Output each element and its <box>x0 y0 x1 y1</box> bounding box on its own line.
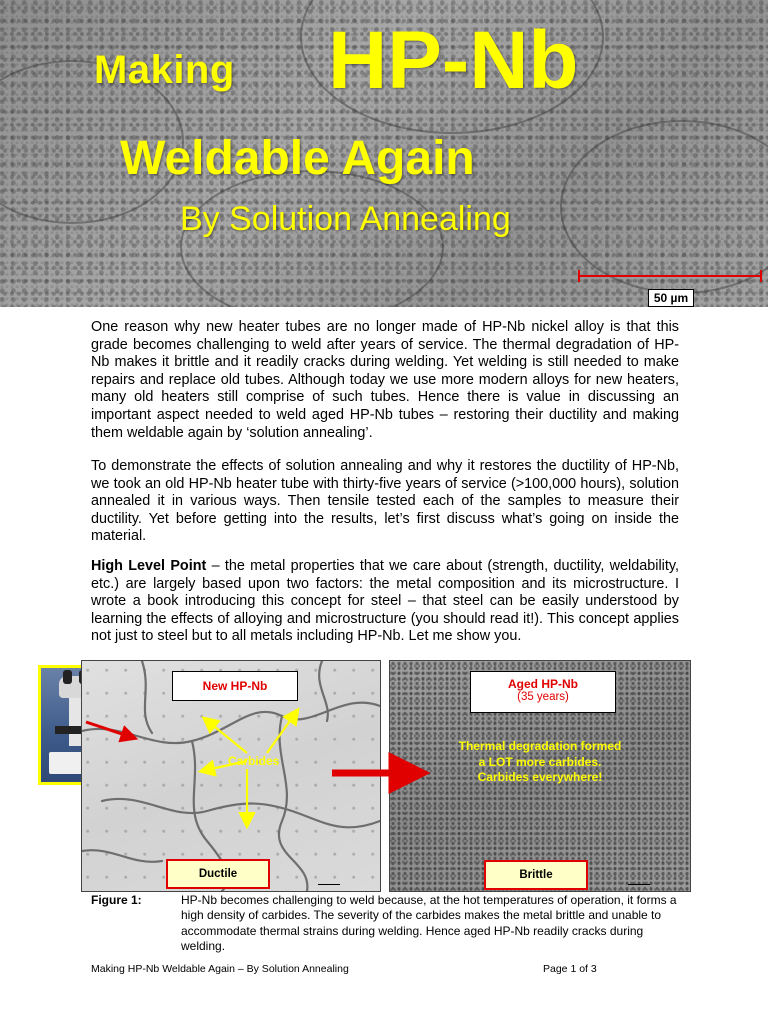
mini-scale-bar <box>318 884 340 885</box>
new-hp-nb-micrograph <box>81 660 381 892</box>
footer-title: Making HP-Nb Weldable Again – By Solution Annealing <box>91 963 349 975</box>
title-weldable-again: Weldable Again <box>120 132 475 185</box>
aged-hp-nb-label <box>470 671 616 713</box>
mini-scale-bar <box>628 884 650 885</box>
title-hp-nb: HP-Nb <box>328 15 579 106</box>
intro-paragraph: One reason why new heater tubes are no longer made of HP-Nb nickel alloy is that this grade becomes challenging to weld after years of service. The thermal degradation of HP-Nb makes it brittle and it readily cracks during welding. Yet welding is still needed to make repairs and replace old tubes. Although today we use more modern alloys for new heaters, many old heaters still comprise of such tubes. Hence there is value in discussing an important aspect needed to weld aged HP-Nb tubes – restoring their ductility and making them weldable again by ‘solution annealing’. <box>91 319 679 441</box>
scale-bar <box>578 275 762 277</box>
title-banner <box>0 0 768 307</box>
aged-hp-nb-micrograph <box>389 660 691 892</box>
figure-caption-label: Figure 1: <box>91 893 142 907</box>
subtitle: By Solution Annealing <box>180 200 511 238</box>
figure-caption-text: HP-Nb becomes challenging to weld because, at the hot temperatures of operation, it forms a high density of carbides. The severity of the carbides makes the metal brittle and unable to accommodate thermal strains during welding. Hence aged HP-Nb readily cracks during welding. <box>181 893 677 953</box>
aged-hp-nb-title: Aged HP-Nb <box>508 677 578 691</box>
eyepiece-icon <box>63 670 72 684</box>
demonstration-paragraph: To demonstrate the effects of solution annealing and why it restores the ductility of HP-Nb, we took an old HP-Nb heater tube with thirty-five years of service (>100,000 hours), solution annealed it in various ways. Then tensile tested each of the samples to measure their ductility. Yet before getting into the results, let’s first discuss what’s going on inside the material. <box>91 458 679 545</box>
aged-hp-nb-years: (35 years) <box>517 691 569 703</box>
note-line: a LOT more carbides. <box>478 754 602 769</box>
note-line: Carbides everywhere! <box>477 770 603 784</box>
microstructure-texture <box>560 120 768 294</box>
ductile-tag: Ductile <box>166 859 270 889</box>
high-level-point-paragraph <box>91 558 679 646</box>
microstructure-texture <box>180 170 444 307</box>
title-making: Making <box>94 48 235 92</box>
brittle-tag: Brittle <box>484 860 588 890</box>
scale-label: 50 µm <box>648 289 694 307</box>
thermal-degradation-note <box>430 739 650 786</box>
new-hp-nb-label: New HP-Nb <box>172 671 298 701</box>
high-level-point-text: – the metal properties that we care about (strength, ductility, weldability, etc.) are largely based upon two factors: the metal composition and its microstructure. I wrote a book introducing this concept for steel – that steel can be easily understood by learning the effects of alloying and microstructure (you should read it!). This concept applies not just to steel but to all metals including HP-Nb. Let me show you. <box>91 558 679 645</box>
note-line: Thermal degradation formed <box>458 739 622 753</box>
high-level-point-lead: High Level Point <box>91 558 207 574</box>
carbides-label: Carbides <box>228 754 280 768</box>
page-number: Page 1 of 3 <box>543 963 597 975</box>
